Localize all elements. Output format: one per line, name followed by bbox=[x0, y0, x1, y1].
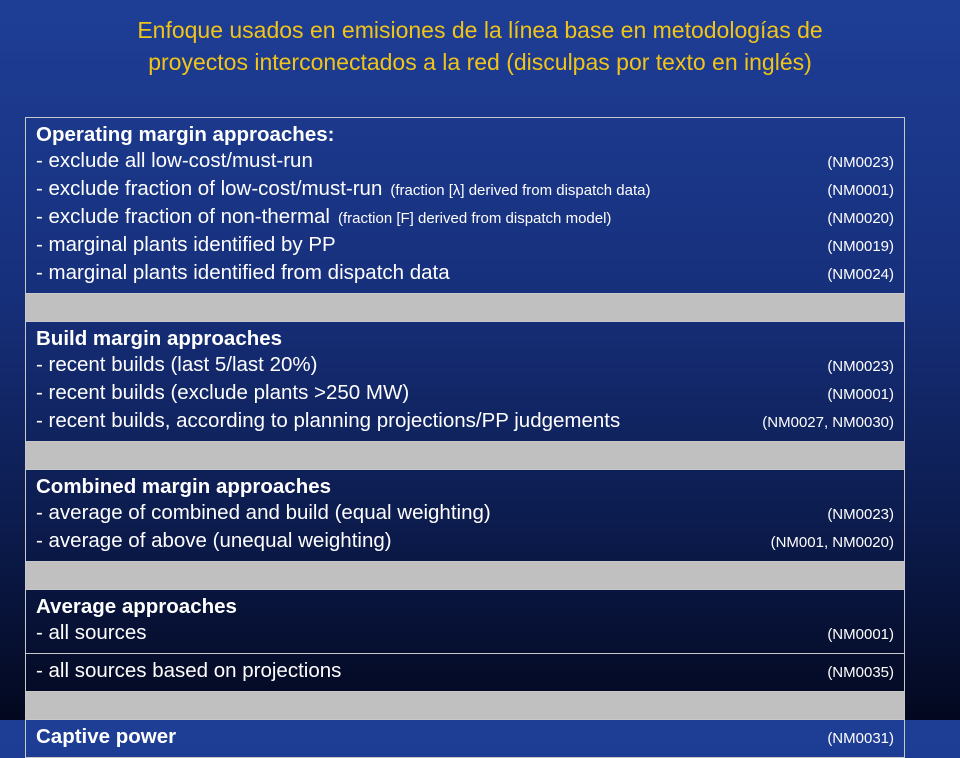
average-row bbox=[36, 620, 894, 648]
row-ref: (NM001, NM0020) bbox=[770, 534, 894, 551]
title-line-1: Enfoque usados en emisiones de la línea base en metodologías de bbox=[137, 17, 823, 43]
operating-row bbox=[36, 176, 894, 204]
projections-section bbox=[26, 654, 904, 692]
row-ref: (NM0023) bbox=[827, 506, 894, 523]
operating-row bbox=[36, 204, 894, 232]
build-margin-header: Build margin approaches bbox=[36, 327, 283, 350]
projections-row bbox=[36, 658, 894, 686]
operating-row bbox=[36, 260, 894, 288]
build-margin-section bbox=[26, 322, 904, 442]
section-separator bbox=[26, 562, 904, 590]
row-ref: (NM0019) bbox=[827, 238, 894, 255]
combined-margin-header: Combined margin approaches bbox=[36, 475, 332, 498]
row-text: - all sources bbox=[36, 621, 147, 644]
row-text: - exclude all low-cost/must-run bbox=[36, 149, 313, 172]
row-text: - exclude fraction of non-thermal bbox=[36, 205, 330, 228]
captive-title: Captive power bbox=[36, 725, 177, 748]
row-text: - recent builds, according to planning projections/PP judgements bbox=[36, 409, 621, 432]
combined-margin-section bbox=[26, 470, 904, 562]
row-text: - recent builds (exclude plants >250 MW) bbox=[36, 381, 410, 404]
operating-row bbox=[36, 148, 894, 176]
section-separator bbox=[26, 294, 904, 322]
captive-ref: (NM0031) bbox=[827, 730, 894, 747]
operating-margin-section bbox=[26, 118, 904, 294]
approaches-table bbox=[25, 117, 905, 758]
row-text: - all sources based on projections bbox=[36, 659, 342, 682]
operating-row bbox=[36, 232, 894, 260]
row-text: - exclude fraction of low-cost/must-run bbox=[36, 177, 383, 200]
captive-header bbox=[36, 724, 894, 752]
row-ref: (NM0001) bbox=[827, 182, 894, 199]
row-ref: (NM0020) bbox=[827, 210, 894, 227]
row-text: - recent builds (last 5/last 20%) bbox=[36, 353, 318, 376]
row-text: - average of combined and build (equal weighting) bbox=[36, 501, 491, 524]
combined-row bbox=[36, 528, 894, 556]
slide-title bbox=[0, 14, 960, 78]
build-row bbox=[36, 380, 894, 408]
captive-section bbox=[26, 720, 904, 757]
build-row bbox=[36, 352, 894, 380]
row-ref: (NM0027, NM0030) bbox=[762, 414, 894, 431]
row-text: - marginal plants identified from dispatch data bbox=[36, 261, 450, 284]
section-separator bbox=[26, 692, 904, 720]
row-ref: (NM0023) bbox=[827, 154, 894, 171]
row-ref: (NM0023) bbox=[827, 358, 894, 375]
row-ref: (NM0035) bbox=[827, 664, 894, 681]
row-ref: (NM0024) bbox=[827, 266, 894, 283]
row-note: (fraction [λ] derived from dispatch data) bbox=[390, 182, 651, 199]
title-line-2: proyectos interconectados a la red (disculpas por texto en inglés) bbox=[148, 49, 812, 75]
row-ref: (NM0001) bbox=[827, 386, 894, 403]
section-separator bbox=[26, 442, 904, 470]
row-text: - average of above (unequal weighting) bbox=[36, 529, 392, 552]
row-text: - marginal plants identified by PP bbox=[36, 233, 336, 256]
operating-margin-header: Operating margin approaches: bbox=[36, 123, 335, 146]
average-header: Average approaches bbox=[36, 595, 237, 618]
row-ref: (NM0001) bbox=[827, 626, 894, 643]
build-row bbox=[36, 408, 894, 436]
row-note: (fraction [F] derived from dispatch model) bbox=[337, 210, 612, 227]
average-section bbox=[26, 590, 904, 654]
combined-row bbox=[36, 500, 894, 528]
